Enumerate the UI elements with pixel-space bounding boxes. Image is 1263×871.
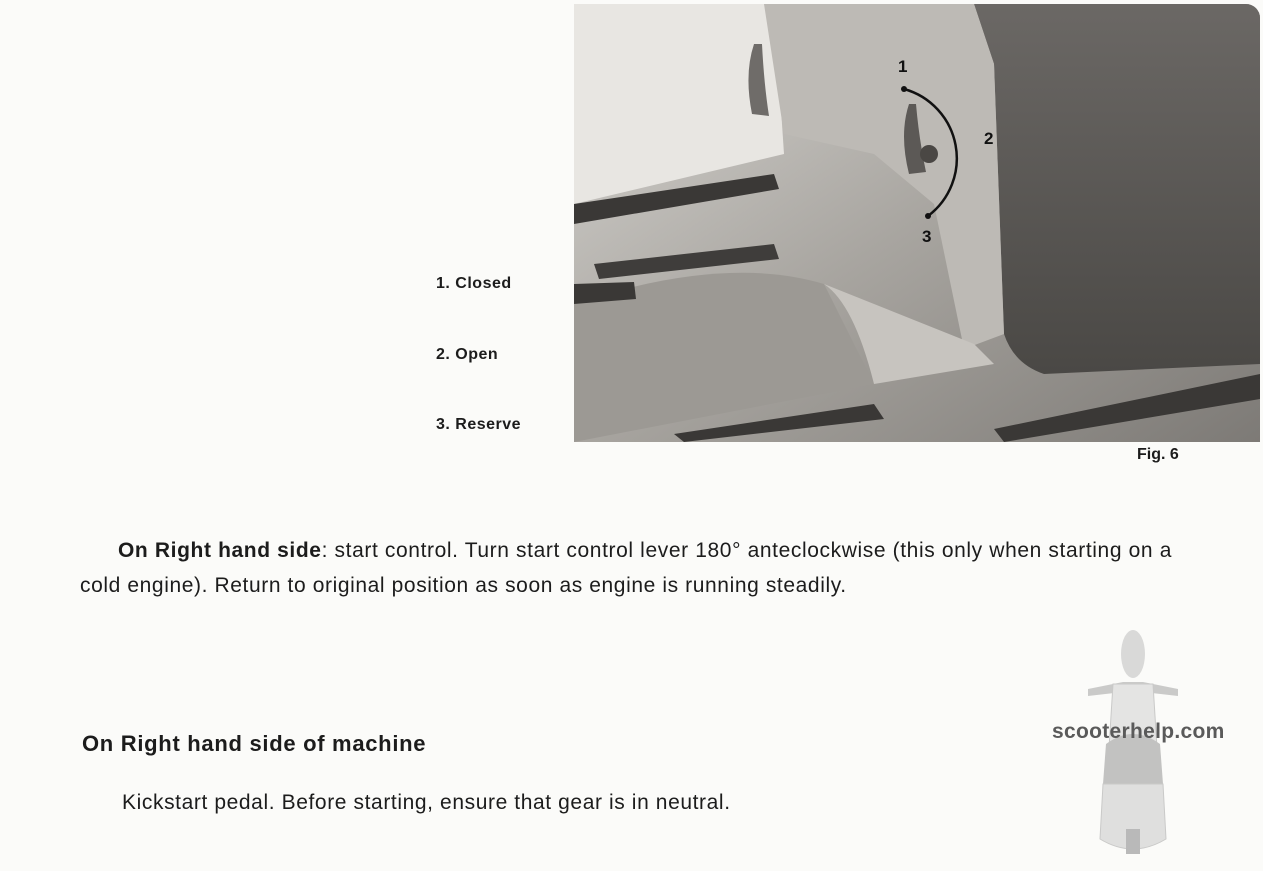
legend-open: 2. Open [436,346,499,363]
paragraph-lead: On Right hand side [118,539,322,562]
start-control-paragraph [80,533,1172,603]
paragraph-body: : start control. Turn start control lever 180° anteclockwise (this only when starting on a cold engine). Return to original position as soon as engine is running steadily. [80,539,1172,597]
callout-2: 2 [984,129,994,148]
fuel-tap-photo [574,4,1260,442]
legend-reserve: 3. Reserve [436,416,522,433]
figure-caption: Fig. 6 [1137,446,1179,463]
kickstart-text: Kickstart pedal. Before starting, ensure that gear is in neutral. [122,791,731,814]
legend-closed: 1. Closed [436,275,512,292]
section-heading: On Right hand side of machine [82,731,427,756]
watermark-text: scooterhelp.com [1052,720,1225,743]
callout-3: 3 [922,227,932,246]
callout-1: 1 [898,57,908,76]
